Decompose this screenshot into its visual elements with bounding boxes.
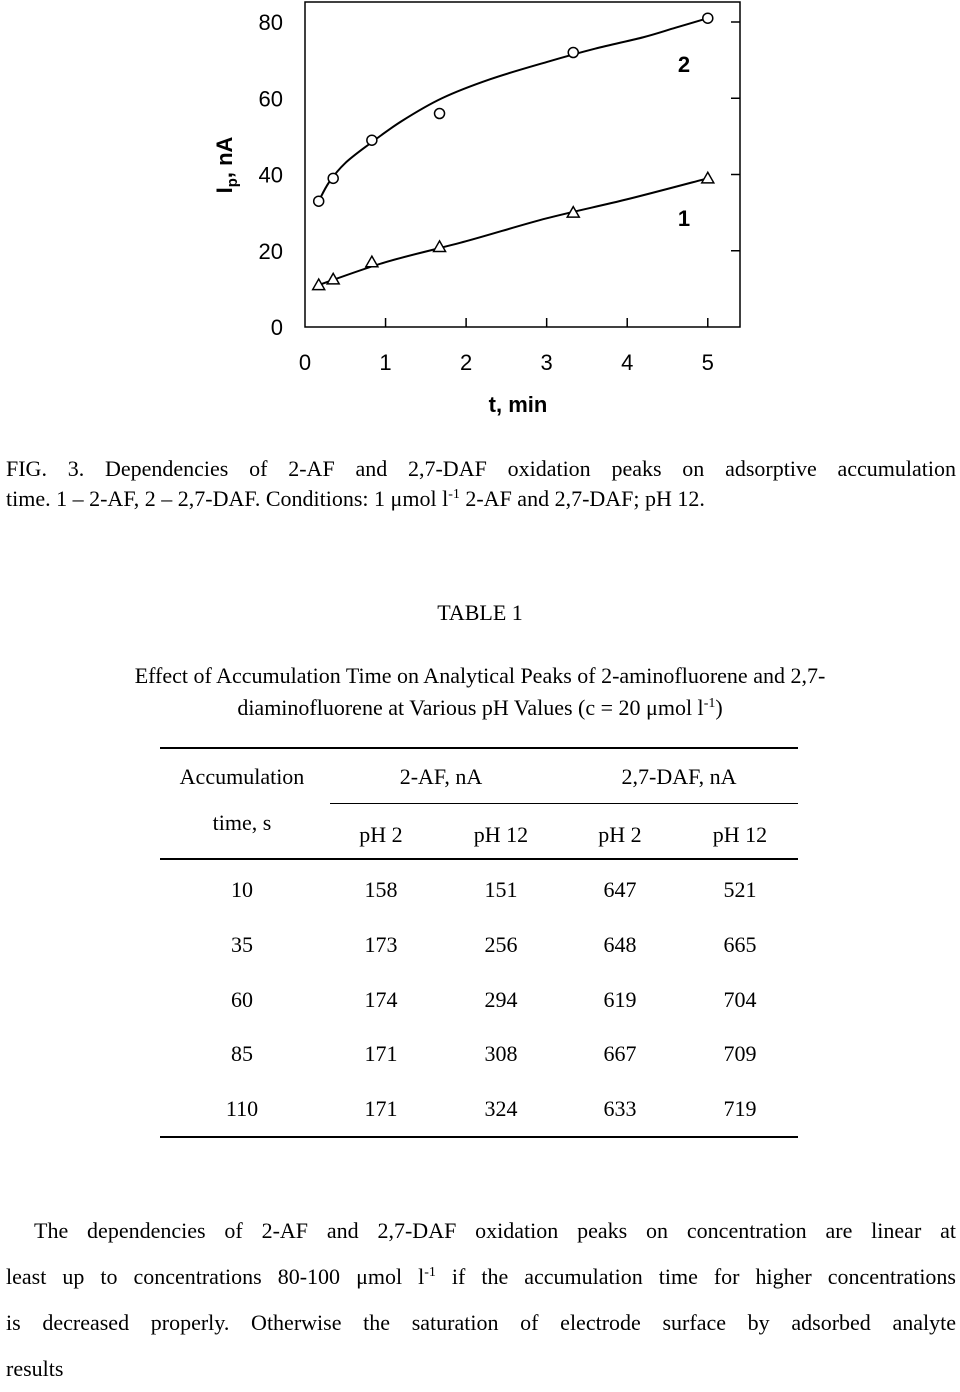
table-cell: 648 (603, 932, 637, 957)
y-tick-label: 80 (258, 10, 283, 35)
table-cell: 619 (603, 987, 637, 1012)
table-cell: 709 (723, 1041, 757, 1066)
header-accumulation: Accumulation (179, 764, 305, 789)
table-cell: 35 (231, 932, 253, 957)
table-cell: 10 (231, 877, 253, 902)
x-tick-label: 3 (540, 350, 553, 375)
caption-line-2-a: time. 1 – 2-AF, 2 – 2,7-DAF. Conditions: 1 μmol l (6, 486, 449, 511)
table-cell: 151 (484, 877, 518, 902)
table-group-rule (330, 803, 798, 804)
table-cell: 174 (364, 987, 398, 1012)
body-line-2-b: if the accumulation time for higher concentrations (435, 1264, 956, 1289)
table-cell: 324 (484, 1096, 518, 1121)
figure-caption (6, 454, 956, 514)
table-description-line-1: Effect of Accumulation Time on Analytical Peaks of 2-aminofluorene and 2,7- (134, 663, 826, 688)
y-tick-label: 20 (258, 238, 283, 264)
series-2-point (568, 48, 578, 58)
table-cell: 256 (484, 932, 518, 957)
series-2-line (319, 18, 708, 201)
caption-line-1: FIG. 3. Dependencies of 2-AF and 2,7-DAF oxidation peaks on adsorptive accumulation (6, 456, 956, 481)
table-description (60, 660, 900, 724)
body-line-2-sup: -1 (424, 1265, 436, 1280)
caption-line-2 (6, 484, 956, 514)
body-line-2-a: least up to concentrations 80-100 μmol l (6, 1264, 425, 1289)
table-cell: 667 (603, 1041, 637, 1066)
y-axis-label-unit: , nA (212, 136, 237, 179)
plot-frame (305, 2, 740, 327)
table-description-line-2-sup: -1 (703, 696, 716, 711)
subheader-af-ph2: pH 2 (359, 822, 403, 847)
table-cell: 60 (231, 987, 253, 1012)
x-tick-label: 1 (379, 350, 392, 375)
x-axis-label: t, min (488, 392, 548, 417)
series-label-2: 2 (677, 52, 691, 77)
series-2-point (328, 173, 338, 183)
header-2af-group: 2-AF, nA (399, 764, 483, 789)
series-1-line (319, 178, 708, 285)
table-cell: 110 (225, 1096, 259, 1121)
table-cell: 308 (484, 1041, 518, 1066)
series-2-point (314, 196, 324, 206)
y-axis-label (212, 136, 241, 193)
table-cell: 173 (364, 932, 398, 957)
series-2-point (367, 135, 377, 145)
series-2-point (435, 109, 445, 119)
series-2-point (703, 13, 713, 23)
subheader-daf-ph2: pH 2 (598, 822, 642, 847)
series-1-point (366, 256, 378, 267)
body-line-4: results (6, 1356, 64, 1381)
y-tick-label: 0 (270, 315, 283, 340)
table-header-rule (160, 858, 798, 860)
table-description-line-2-a: diaminofluorene at Various pH Values (c = 20 μmol l (237, 695, 704, 720)
y-tick-label: 60 (258, 86, 283, 112)
table-cell: 704 (723, 987, 757, 1012)
y-axis-label-sub: p (224, 178, 241, 188)
table-cell: 633 (603, 1096, 637, 1121)
caption-line-2-sup: -1 (448, 487, 460, 502)
table-cell: 521 (723, 877, 757, 902)
caption-line-2-b: 2-AF and 2,7-DAF; pH 12. (459, 486, 705, 511)
series-1-point (702, 172, 714, 183)
body-paragraph (6, 1208, 956, 1381)
body-line-2 (6, 1254, 956, 1300)
table-cell: 719 (723, 1096, 757, 1121)
table-title: TABLE 1 (437, 600, 523, 625)
series-label-1: 1 (677, 206, 691, 231)
body-line-1: The dependencies of 2-AF and 2,7-DAF oxidation peaks on concentration are linear at (34, 1218, 956, 1243)
table-bottom-rule (160, 1136, 798, 1138)
x-tick-label: 2 (459, 350, 473, 375)
x-tick-label: 5 (701, 350, 714, 375)
y-axis-label-main: I (212, 187, 237, 194)
accumulation-time-chart (0, 0, 960, 430)
table-cell: 171 (364, 1041, 398, 1066)
table-cell: 85 (231, 1041, 253, 1066)
table-cell: 647 (603, 877, 637, 902)
table-description-line-2 (60, 692, 900, 724)
table-cell: 158 (364, 877, 398, 902)
table-cell: 665 (723, 932, 757, 957)
x-tick-label: 4 (621, 350, 634, 375)
body-line-3: is decreased properly. Otherwise the saturation of electrode surface by adsorbed analyte (6, 1310, 956, 1335)
subheader-af-ph12: pH 12 (473, 822, 529, 847)
subheader-daf-ph12: pH 12 (712, 822, 768, 847)
header-27daf-group: 2,7-DAF, nA (621, 764, 737, 789)
table-top-rule (160, 747, 798, 749)
table-description-line-2-b: ) (715, 695, 723, 720)
y-tick-label: 40 (258, 162, 283, 188)
table-cell: 171 (364, 1096, 398, 1121)
header-time-s: time, s (212, 810, 272, 835)
table-cell: 294 (484, 987, 518, 1012)
x-tick-label: 0 (298, 350, 312, 375)
